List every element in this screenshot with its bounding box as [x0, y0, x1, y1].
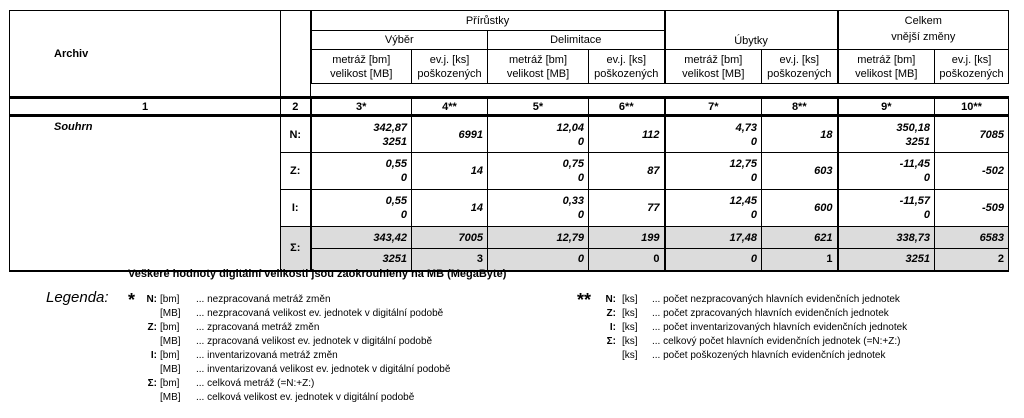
c4-unit: ev.j. [ks] poškozených — [412, 50, 488, 84]
c10-unit: ev.j. [ks] poškozených — [935, 50, 1009, 84]
colnum-4: 4** — [412, 98, 488, 116]
legend-right — [596, 293, 1016, 363]
summary-table — [9, 10, 1009, 272]
celkem-header: Celkem — [838, 11, 1009, 31]
cell: 350,18 3251 — [838, 116, 935, 153]
cell: 87 — [589, 153, 665, 190]
legend-item: N: [ks] ... počet nezpracovaných hlavních evidenčních jednotek — [605, 294, 900, 305]
cell: 12,79 — [488, 227, 589, 249]
rounding-note: Veškeré hodnoty digitální velikosti jsou zaokrouhleny na MB (MegaByte) — [128, 268, 507, 280]
cell: 4,73 0 — [665, 116, 762, 153]
cell: 621 — [762, 227, 838, 249]
cell: 0,55 0 — [311, 153, 412, 190]
cell: 12,75 0 — [665, 153, 762, 190]
colnum-1: 1 — [10, 98, 281, 116]
legend-star-single: * — [128, 290, 136, 310]
cell: -509 — [935, 190, 1009, 227]
cell: 6583 — [935, 227, 1009, 249]
cell: 6991 — [412, 116, 488, 153]
cell: 2 — [935, 249, 1009, 271]
cell: 17,48 — [665, 227, 762, 249]
legend-title: Legenda: — [46, 289, 109, 306]
cell: 12,04 0 — [488, 116, 589, 153]
legend-item: [MB] ... nezpracovaná velikost ev. jednotek v digitální podobě — [160, 308, 444, 319]
legend-item: Σ: [bm] ... celková metráž (=N:+Z:) — [147, 378, 315, 389]
cell: 18 — [762, 116, 838, 153]
colnum-8: 8** — [762, 98, 838, 116]
legend-item: [MB] ... celková velikost ev. jednotek v digitální podobě — [160, 392, 415, 403]
c7-unit: metráž [bm] velikost [MB] — [665, 50, 762, 84]
vnejsi-header: vnější změny — [838, 31, 1009, 50]
cell: 600 — [762, 190, 838, 227]
legend-item: [MB] ... zpracovaná velikost ev. jednotek v digitální podobě — [160, 336, 433, 347]
legend-item: Σ: [ks] ... celkový počet hlavních evidenčních jednotek (=N:+Z:) — [606, 336, 901, 347]
cell: 0,55 0 — [311, 190, 412, 227]
legend-item: I: [ks] ... počet inventarizovaných hlavních evidenčních jednotek — [609, 322, 908, 333]
cell: -11,57 0 — [838, 190, 935, 227]
cell: -502 — [935, 153, 1009, 190]
cell: 3251 — [838, 249, 935, 271]
cell: 112 — [589, 116, 665, 153]
c9-unit: metráž [bm] velikost [MB] — [838, 50, 935, 84]
cell: 199 — [589, 227, 665, 249]
c6-unit: ev.j. [ks] poškozených — [589, 50, 665, 84]
cell: 1 — [762, 249, 838, 271]
table-row — [10, 116, 1009, 153]
cell: 603 — [762, 153, 838, 190]
colnum-7: 7* — [665, 98, 762, 116]
cell: 342,87 3251 — [311, 116, 412, 153]
colnum-10: 10** — [935, 98, 1009, 116]
cell: 0 — [665, 249, 762, 271]
cell: 7005 — [412, 227, 488, 249]
legend-left — [140, 293, 570, 405]
cell: 77 — [589, 190, 665, 227]
cell: 338,73 — [838, 227, 935, 249]
cell: 0 — [589, 249, 665, 271]
cell: -11,45 0 — [838, 153, 935, 190]
colnum-2: 2 — [281, 98, 311, 116]
delimitace-header: Delimitace — [488, 31, 665, 50]
legend-item: [MB] ... inventarizovaná velikost ev. jednotek v digitální podobě — [160, 364, 451, 375]
colnum-6: 6** — [589, 98, 665, 116]
row-label: I: — [281, 190, 311, 227]
cell: 343,42 — [311, 227, 412, 249]
legend-item: I: [bm] ... inventarizovaná metráž změn — [150, 350, 338, 361]
cell: 3 — [412, 249, 488, 271]
ubytky-header: Úbytky — [665, 11, 838, 50]
cell: 0,75 0 — [488, 153, 589, 190]
legend-item: N: [bm] ... nezpracovaná metráž změn — [146, 294, 331, 305]
cell: 0,33 0 — [488, 190, 589, 227]
cell: 3251 — [311, 249, 412, 271]
c8-unit: ev.j. [ks] poškozených — [762, 50, 838, 84]
row-label: Z: — [281, 153, 311, 190]
legend-star-double: ** — [577, 290, 592, 310]
cell: 7085 — [935, 116, 1009, 153]
colnum-5: 5* — [488, 98, 589, 116]
cell: 14 — [412, 190, 488, 227]
colnum-9: 9* — [838, 98, 935, 116]
c3-unit: metráž [bm] velikost [MB] — [311, 50, 412, 84]
legend-item: Z: [ks] ... počet zpracovaných hlavních evidenčních jednotek — [606, 308, 889, 319]
c5-unit: metráž [bm] velikost [MB] — [488, 50, 589, 84]
colnum-3: 3* — [311, 98, 412, 116]
cell: 0 — [488, 249, 589, 271]
cell: 14 — [412, 153, 488, 190]
legend-item: [ks] ... počet poškozených hlavních evidenčních jednotek — [622, 350, 886, 361]
souhrn-label: Souhrn — [10, 116, 281, 271]
vyber-header: Výběr — [311, 31, 488, 50]
sum-label: Σ: — [281, 227, 311, 271]
cell: 12,45 0 — [665, 190, 762, 227]
archiv-header: Archiv — [10, 11, 281, 98]
prirustky-header: Přírůstky — [311, 11, 665, 31]
blank-header — [281, 11, 311, 98]
legend-item: Z: [bm] ... zpracovaná metráž změn — [147, 322, 320, 333]
row-label: N: — [281, 116, 311, 153]
